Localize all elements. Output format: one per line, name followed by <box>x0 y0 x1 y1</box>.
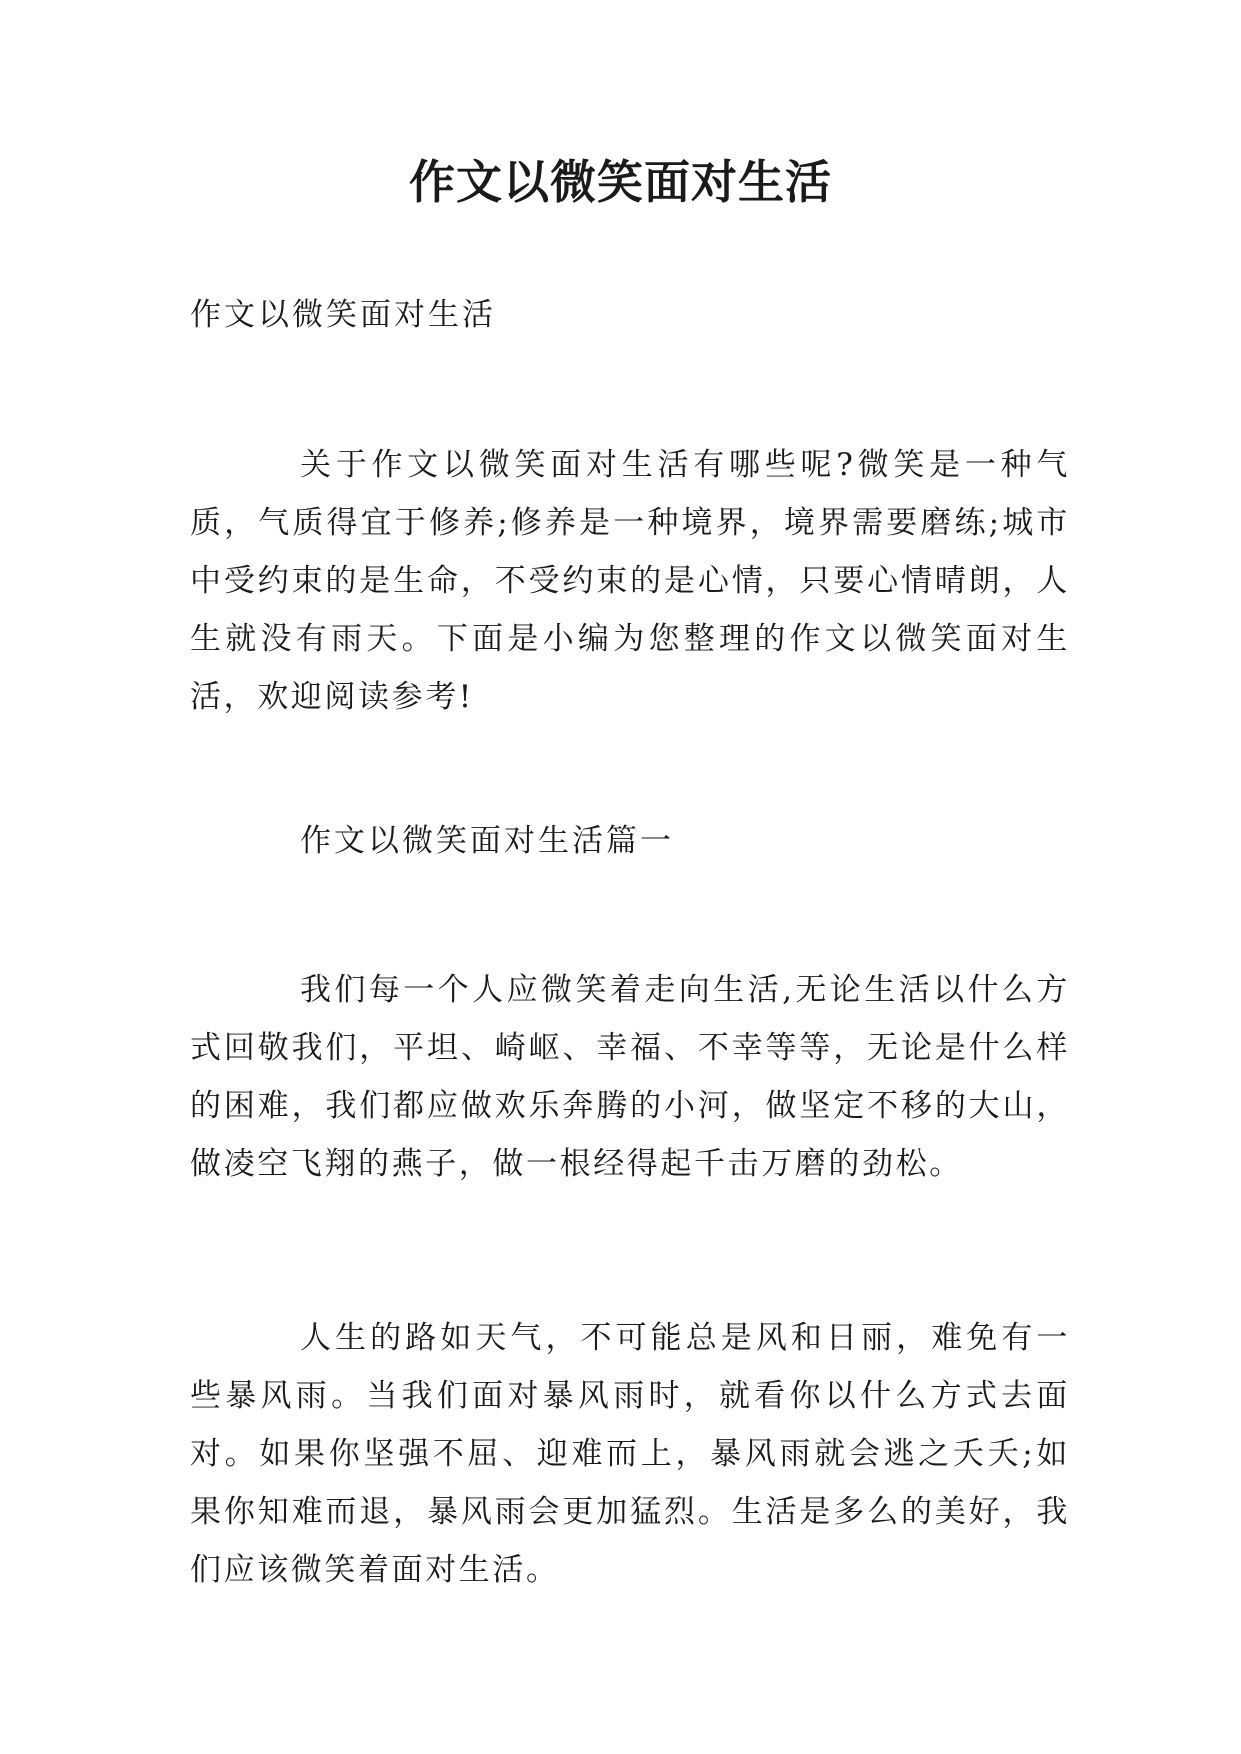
body-paragraph-1: 我们每一个人应微笑着走向生活,无论生活以什么方式回敬我们，平坦、崎岖、幸福、不幸等等，无论是什么样的困难，我们都应做欢乐奔腾的小河，做坚定不移的大山，做凌空飞翔的燕子，做一根经得起千击万磨的劲松。 <box>190 972 1070 1182</box>
section-heading: 作文以微笑面对生活篇一 <box>300 823 674 859</box>
body-paragraph-2: 人生的路如天气，不可能总是风和日丽，难免有一些暴风雨。当我们面对暴风雨时，就看你以什么方式去面对。如果你坚强不屈、迎难而上，暴风雨就会逃之夭夭;如果你知难而退，暴风雨会更加猛烈。生活是多么的美好，我们应该微笑着面对生活。 <box>190 1320 1070 1588</box>
document-title: 作文以微笑面对生活 <box>409 155 832 209</box>
intro-paragraph: 关于作文以微笑面对生活有哪些呢?微笑是一种气质，气质得宜于修养;修养是一种境界，境界需要磨练;城市中受约束的是生命，不受约束的是心情，只要心情晴朗，人生就没有雨天。下面是小编为您整理的作文以微笑面对生活，欢迎阅读参考! <box>190 447 1070 715</box>
document-subtitle: 作文以微笑面对生活 <box>190 297 496 333</box>
